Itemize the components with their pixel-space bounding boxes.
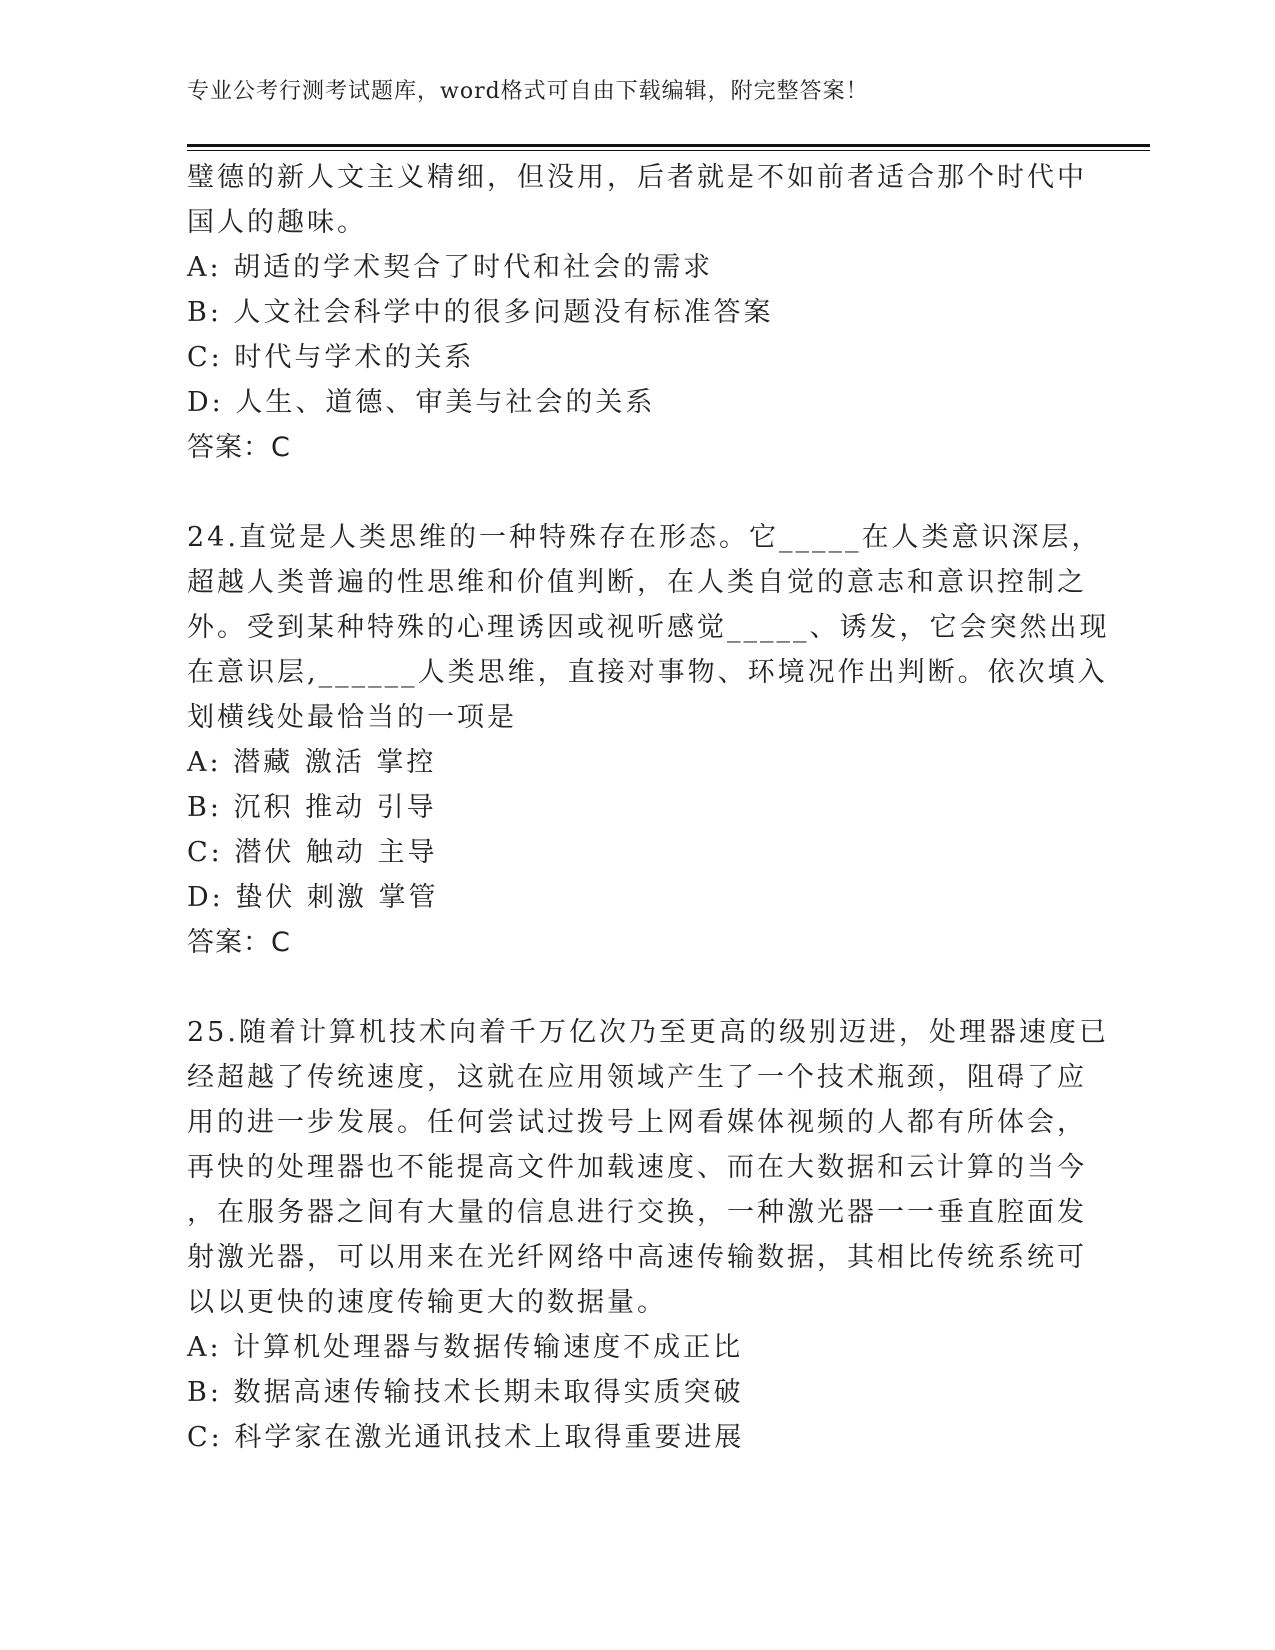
question-stem-line: 射激光器，可以用来在光纤网络中高速传输数据，其相比传统系统可: [187, 1242, 1087, 1273]
option-c: C: 潜伏 触动 主导: [187, 837, 438, 868]
option-a: A: 潜藏 激活 掌控: [187, 747, 437, 778]
question-stem-line: 25.随着计算机技术向着千万亿次乃至更高的级别迈进，处理器速度已: [187, 1017, 1109, 1048]
question-stem-line: 国人的趣味。: [187, 207, 367, 238]
option-b: B: 沉积 推动 引导: [187, 792, 437, 823]
answer: 答案：C: [187, 927, 291, 958]
header-rule-thick: [187, 144, 1150, 147]
question-stem-line: 经超越了传统速度，这就在应用领域产生了一个技术瓶颈，阻碍了应: [187, 1062, 1087, 1093]
question-stem-line: 划横线处最恰当的一项是: [187, 702, 517, 733]
option-b: B: 数据高速传输技术长期未取得实质突破: [187, 1377, 744, 1408]
option-d: D: 人生、道德、审美与社会的关系: [187, 387, 656, 418]
document-body: [187, 155, 1110, 1460]
question-25: [187, 1010, 1109, 1460]
question-stem-line: 以以更快的速度传输更大的数据量。: [187, 1287, 667, 1318]
question-stem-line: 24.直觉是人类思维的一种特殊存在形态。它_____在人类意识深层，: [187, 522, 1102, 553]
question-stem-line: 璧德的新人文主义精细，但没用，后者就是不如前者适合那个时代中: [187, 162, 1087, 193]
question-stem-line: 外。受到某种特殊的心理诱因或视听感觉_____、诱发，它会突然出现: [187, 612, 1110, 643]
answer: 答案：C: [187, 432, 291, 463]
option-d: D: 蛰伏 刺激 掌管: [187, 882, 439, 913]
question-stem-line: 用的进一步发展。任何尝试过拨号上网看媒体视频的人都有所体会，: [187, 1107, 1087, 1138]
question-continued: [187, 155, 1087, 470]
header-rule-thin: [187, 150, 1150, 151]
option-a: A: 胡适的学术契合了时代和社会的需求: [187, 252, 714, 283]
question-24: [187, 515, 1110, 965]
option-b: B: 人文社会科学中的很多问题没有标准答案: [187, 297, 774, 328]
option-c: C: 科学家在激光通讯技术上取得重要进展: [187, 1422, 745, 1453]
question-stem-line: 在意识层,______人类思维，直接对事物、环境况作出判断。依次填入: [187, 657, 1108, 688]
question-stem-line: 再快的处理器也不能提高文件加载速度、而在大数据和云计算的当今: [187, 1152, 1087, 1183]
question-stem-line: ，在服务器之间有大量的信息进行交换，一种激光器一一垂直腔面发: [187, 1197, 1087, 1228]
option-c: C: 时代与学术的关系: [187, 342, 475, 373]
question-stem-line: 超越人类普遍的性思维和价值判断，在人类自觉的意志和意识控制之: [187, 567, 1087, 598]
header-note: 专业公考行测考试题库，word格式可自由下载编辑，附完整答案！: [187, 79, 869, 104]
option-a: A: 计算机处理器与数据传输速度不成正比: [187, 1332, 744, 1363]
